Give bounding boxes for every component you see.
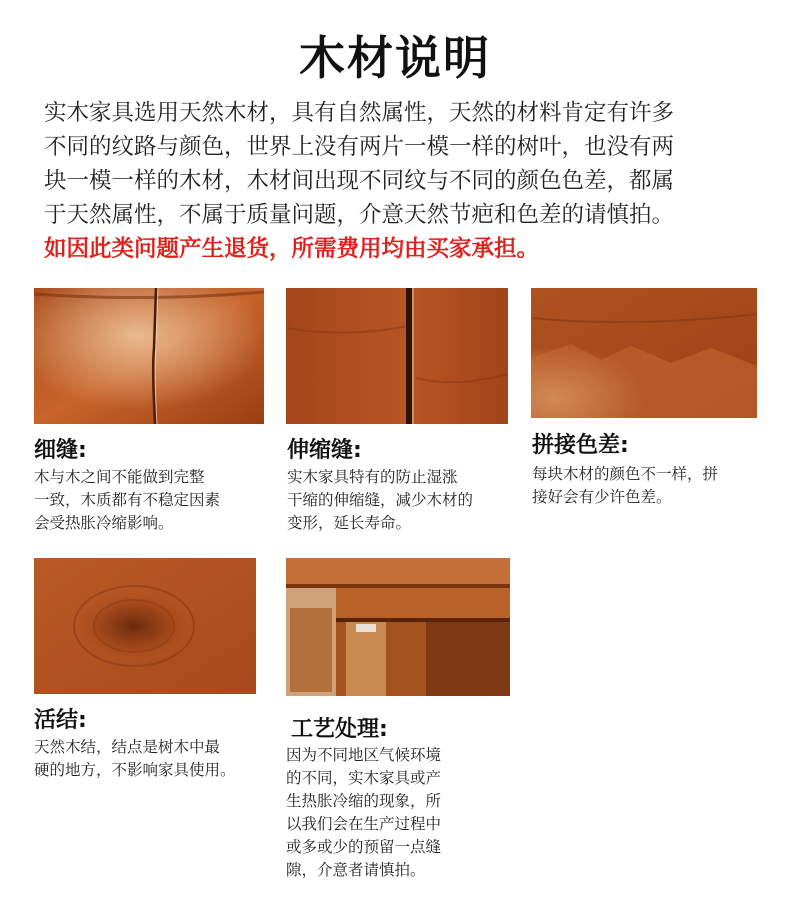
- intro-line: 不同的纹路与颜色，世界上没有两片一模一样的树叶，也没有两: [44, 134, 675, 160]
- intro-line: 块一模一样的木材，木材间出现不同纹与不同的颜色色差，都属: [44, 168, 675, 194]
- desc-line: 的不同，实木家具或产: [286, 769, 442, 787]
- desc-line: 以我们会在生产过程中: [286, 815, 442, 833]
- craft-desc: [286, 744, 441, 882]
- page-title: 木材说明: [299, 31, 491, 85]
- live-knot-title: 活结:: [34, 708, 87, 733]
- desc-line: 木与木之间不能做到完整: [34, 468, 205, 486]
- desc-line: 每块木材的颜色不一样，拼: [532, 465, 719, 483]
- desc-line: 实木家具特有的防止湿涨: [287, 468, 458, 486]
- intro-line: 实木家具选用天然木材，具有自然属性，天然的材料肯定有许多: [44, 100, 675, 126]
- desc-line: 生热胀冷缩的现象，所: [286, 792, 442, 810]
- desc-line: 会受热胀冷缩影响。: [34, 514, 174, 532]
- desc-line: 隙，介意者请慎拍。: [286, 861, 426, 879]
- craft-title: 工艺处理:: [291, 717, 388, 742]
- splice-color-desc: [532, 463, 718, 509]
- desc-line: 一致，木质都有不稳定因素: [34, 491, 221, 509]
- splice-color-photo: [531, 288, 757, 418]
- expansion-joint-photo: [286, 288, 508, 424]
- craft-detail-photo: [286, 558, 510, 696]
- desc-line: 接好会有少许色差。: [532, 488, 672, 506]
- live-knot-photo: [34, 558, 256, 694]
- live-knot-desc: [34, 736, 236, 782]
- fine-gap-desc: [34, 466, 220, 535]
- desc-line: 干缩的伸缩缝，减少木材的: [287, 491, 474, 509]
- fine-gap-photo: [34, 288, 264, 424]
- desc-line: 天然木结，结点是树木中最: [34, 738, 221, 756]
- expansion-joint-title: 伸缩缝:: [287, 438, 362, 463]
- desc-line: 因为不同地区气候环境: [286, 746, 442, 764]
- intro-text: [44, 96, 756, 266]
- expansion-joint-desc: [287, 466, 473, 535]
- desc-line: 硬的地方，不影响家具使用。: [34, 761, 236, 779]
- fine-gap-title: 细缝:: [34, 438, 87, 463]
- desc-line: 变形，延长寿命。: [287, 514, 412, 532]
- return-warning: 如因此类问题产生退货，所需费用均由买家承担。: [44, 236, 540, 262]
- splice-color-title: 拼接色差:: [532, 433, 629, 458]
- desc-line: 或多或少的预留一点缝: [286, 838, 442, 856]
- intro-line: 于天然属性，不属于质量问题，介意天然节疤和色差的请慎拍。: [44, 202, 675, 228]
